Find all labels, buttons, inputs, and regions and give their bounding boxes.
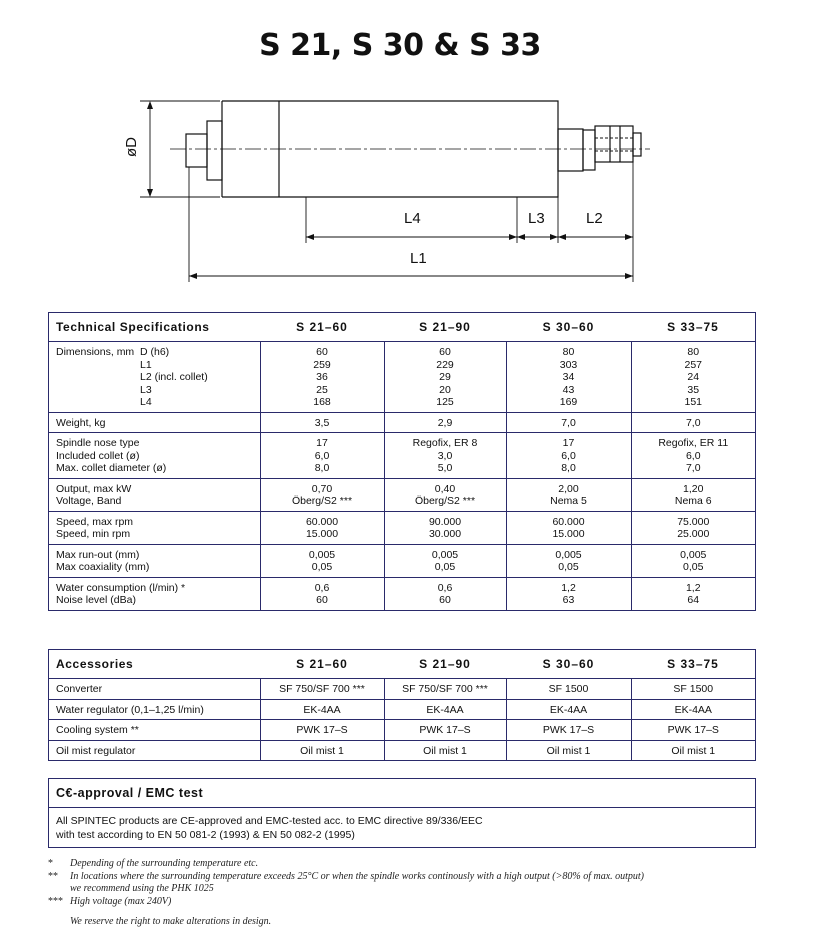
spec-value: 63 xyxy=(562,594,575,606)
spec-value: 60 xyxy=(439,594,451,606)
accessory-row xyxy=(49,679,755,700)
specs-heading: Technical Specifications xyxy=(49,313,260,342)
footnotes xyxy=(48,858,808,929)
spec-label: Output, max kW xyxy=(56,482,132,495)
technical-specifications-table xyxy=(48,312,756,611)
spec-value: 75.000 xyxy=(677,515,710,528)
spec-value: 3,5 xyxy=(314,416,330,429)
spec-value: 20 xyxy=(439,383,451,396)
rear-step-shape xyxy=(207,121,222,180)
spec-value: 0,005 xyxy=(680,548,707,561)
spec-label: Speed, max rpm xyxy=(56,515,134,528)
spec-value: Regofix, ER 11 xyxy=(658,437,729,449)
spec-label: Dimensions, mm xyxy=(56,346,135,358)
spec-value: 1,20 xyxy=(683,482,704,495)
accessory-value: PWK 17–S xyxy=(296,724,348,736)
spindle-dimension-drawing xyxy=(0,0,840,300)
spec-value: 15.000 xyxy=(305,528,339,540)
accessory-label: Cooling system ** xyxy=(56,724,139,736)
spec-group-row xyxy=(49,433,755,479)
spec-label xyxy=(56,359,140,372)
accessory-value: Oil mist 1 xyxy=(423,744,467,757)
accessory-value: SF 750/SF 700 *** xyxy=(402,683,488,695)
accessory-value: EK-4AA xyxy=(426,703,464,716)
spec-value: 0,05 xyxy=(558,561,579,573)
ce-approval-box xyxy=(48,778,756,848)
model-header: S 21–60 xyxy=(260,650,384,679)
spec-label xyxy=(56,396,140,409)
spec-value: 80 xyxy=(562,346,575,358)
spec-value: 80 xyxy=(687,346,700,358)
model-header: S 33–75 xyxy=(631,313,755,342)
spec-sublabel: L2 (incl. collet) xyxy=(140,371,208,383)
spec-value: 64 xyxy=(687,594,700,606)
l1-label: L1 xyxy=(410,250,427,267)
spec-value: 43 xyxy=(562,383,575,396)
accessory-value: PWK 17–S xyxy=(419,724,471,736)
page-title: S 21, S 30 & S 33 xyxy=(259,28,541,63)
spec-sublabel: L1 xyxy=(140,358,152,371)
spec-value: 0,05 xyxy=(311,561,333,573)
spec-value: 60.000 xyxy=(552,515,585,528)
spec-value: 29 xyxy=(439,371,451,383)
spec-value: 2,9 xyxy=(437,416,453,429)
footnote-mark: ** xyxy=(48,870,58,882)
footnote-text: High voltage (max 240V) xyxy=(70,895,172,907)
spec-label xyxy=(56,384,140,397)
diameter-label: øD xyxy=(123,137,140,157)
spec-value: 1,2 xyxy=(561,581,576,594)
spec-group-row xyxy=(49,577,755,610)
spec-value: 8,0 xyxy=(314,462,330,474)
spec-value: 15.000 xyxy=(552,528,585,540)
spec-value: 0,005 xyxy=(555,548,582,561)
spec-value: 168 xyxy=(313,396,331,408)
spec-value: 3,0 xyxy=(437,449,453,462)
spec-label: Spindle nose type xyxy=(56,437,140,449)
spec-value: 259 xyxy=(313,358,331,371)
spec-value: 303 xyxy=(559,358,578,371)
ce-text-line: with test according to EN 50 081-2 (1993) & EN 50 082-2 (1995) xyxy=(56,829,355,841)
spec-value: 60.000 xyxy=(305,515,339,528)
spec-group-row xyxy=(49,544,755,577)
spec-value: 17 xyxy=(562,437,575,449)
spec-label: Max. collet diameter (ø) xyxy=(56,462,167,474)
accessory-label: Converter xyxy=(56,683,103,695)
spec-value: 90.000 xyxy=(428,515,462,528)
spec-value: 36 xyxy=(316,371,328,383)
accessory-row xyxy=(49,699,755,720)
spec-value: 0,40 xyxy=(434,482,456,495)
accessories-table xyxy=(48,649,756,761)
spec-sublabel: L4 xyxy=(140,396,152,408)
spec-label: Noise level (dBa) xyxy=(56,594,136,606)
spec-sublabel: L3 xyxy=(140,383,152,396)
spec-value: 257 xyxy=(684,358,703,371)
spec-value: 60 xyxy=(439,346,451,358)
spec-label xyxy=(56,371,140,384)
ce-heading: C€-approval / EMC test xyxy=(49,779,755,808)
l3-label: L3 xyxy=(528,210,545,227)
spec-group-row xyxy=(49,342,755,413)
spec-group-row xyxy=(49,412,755,433)
l4-label: L4 xyxy=(404,210,421,227)
accessory-value: SF 750/SF 700 *** xyxy=(279,683,365,695)
model-header: S 21–60 xyxy=(260,313,384,342)
spec-label: Max run-out (mm) xyxy=(56,548,140,561)
spec-sublabel: D (h6) xyxy=(140,346,170,358)
ce-text-line: All SPINTEC products are CE-approved and EMC-tested acc. to EMC directive 89/336/EEC xyxy=(56,815,483,827)
spec-value: 30.000 xyxy=(428,528,462,540)
spec-value: 6,0 xyxy=(314,449,330,462)
spec-label: Weight, kg xyxy=(56,416,106,429)
spec-value: 0,6 xyxy=(437,581,453,594)
spec-value: 34 xyxy=(562,371,575,383)
accessory-row xyxy=(49,740,755,760)
spec-value: 25 xyxy=(316,383,328,396)
accessory-value: EK-4AA xyxy=(674,703,712,716)
accessory-value: EK-4AA xyxy=(549,703,588,716)
footnote-mark: * xyxy=(48,858,53,869)
accessory-value: EK-4AA xyxy=(303,703,341,716)
spec-value: 125 xyxy=(436,396,454,408)
spec-value: 25.000 xyxy=(677,528,710,540)
spec-value: 229 xyxy=(436,358,454,371)
accessory-value: Oil mist 1 xyxy=(546,744,591,757)
spec-label: Max coaxiality (mm) xyxy=(56,561,150,573)
model-header: S 30–60 xyxy=(506,313,631,342)
accessory-row xyxy=(49,720,755,741)
model-header: S 30–60 xyxy=(506,650,631,679)
accessory-value: PWK 17–S xyxy=(542,724,595,736)
footnote-mark: *** xyxy=(48,895,63,907)
spec-value: 0,70 xyxy=(311,482,333,495)
spec-label: Water consumption (l/min) * xyxy=(56,581,186,594)
rear-stub-shape xyxy=(186,134,207,167)
spec-value: Nema 5 xyxy=(550,495,587,507)
spec-label: Voltage, Band xyxy=(56,495,122,507)
footnote-mark xyxy=(48,883,70,896)
spec-value: 0,6 xyxy=(314,581,330,594)
l2-label: L2 xyxy=(586,210,603,227)
spec-value: 7,0 xyxy=(561,416,576,429)
accessory-value: SF 1500 xyxy=(548,683,589,695)
accessory-label: Oil mist regulator xyxy=(56,744,136,757)
nose-shape xyxy=(558,129,583,171)
spec-value: 7,0 xyxy=(685,416,701,429)
model-header: S 21–90 xyxy=(384,650,506,679)
spec-value: 5,0 xyxy=(437,462,453,474)
spec-value: 7,0 xyxy=(685,462,701,474)
spec-value: 0,05 xyxy=(683,561,704,573)
spec-value: 0,005 xyxy=(431,548,459,561)
spec-value: 1,2 xyxy=(685,581,701,594)
spec-label: Speed, min rpm xyxy=(56,528,131,540)
footnote-text: In locations where the surrounding temperature exceeds 25°C or when the spindle works continously with a high output (>80% of max. output) xyxy=(70,870,645,882)
model-header: S 21–90 xyxy=(384,313,506,342)
spec-group-row xyxy=(49,511,755,544)
collet-nut-shape xyxy=(583,130,595,170)
accessory-value: Oil mist 1 xyxy=(671,744,716,757)
spec-value: Nema 6 xyxy=(674,495,712,507)
spec-group-row xyxy=(49,478,755,511)
spec-value: 60 xyxy=(316,594,328,606)
accessory-value: Oil mist 1 xyxy=(300,744,344,757)
spec-value: 17 xyxy=(316,437,328,449)
spec-value: 2,00 xyxy=(558,482,579,495)
spec-label: Included collet (ø) xyxy=(56,449,140,462)
spec-value: 24 xyxy=(687,371,700,383)
spec-value: Öberg/S2 *** xyxy=(414,495,476,507)
accessory-value: SF 1500 xyxy=(673,683,714,695)
spec-value: 169 xyxy=(559,396,578,408)
spec-value: 35 xyxy=(687,383,700,396)
model-header: S 33–75 xyxy=(631,650,755,679)
spec-value: 6,0 xyxy=(561,449,576,462)
accessories-heading: Accessories xyxy=(49,650,260,679)
spec-value: 0,005 xyxy=(308,548,336,561)
spec-value: Öberg/S2 *** xyxy=(291,495,353,507)
accessory-label: Water regulator (0,1–1,25 l/min) xyxy=(56,703,204,716)
spec-value: 151 xyxy=(684,396,703,408)
accessory-value: PWK 17–S xyxy=(667,724,719,736)
footnote-text: We reserve the right to make alterations in design. xyxy=(70,916,272,927)
spec-value: 60 xyxy=(316,346,328,358)
spec-value: 6,0 xyxy=(685,449,701,462)
spec-value: Regofix, ER 8 xyxy=(412,437,478,449)
footnote-mark xyxy=(48,916,70,929)
spec-value: 8,0 xyxy=(561,462,576,474)
spec-value: 0,05 xyxy=(434,561,456,573)
footnote-text: Depending of the surrounding temperature etc. xyxy=(70,858,259,869)
collet-shape xyxy=(595,126,633,162)
footnote-text: we recommend using the PHK 1025 xyxy=(70,883,214,894)
